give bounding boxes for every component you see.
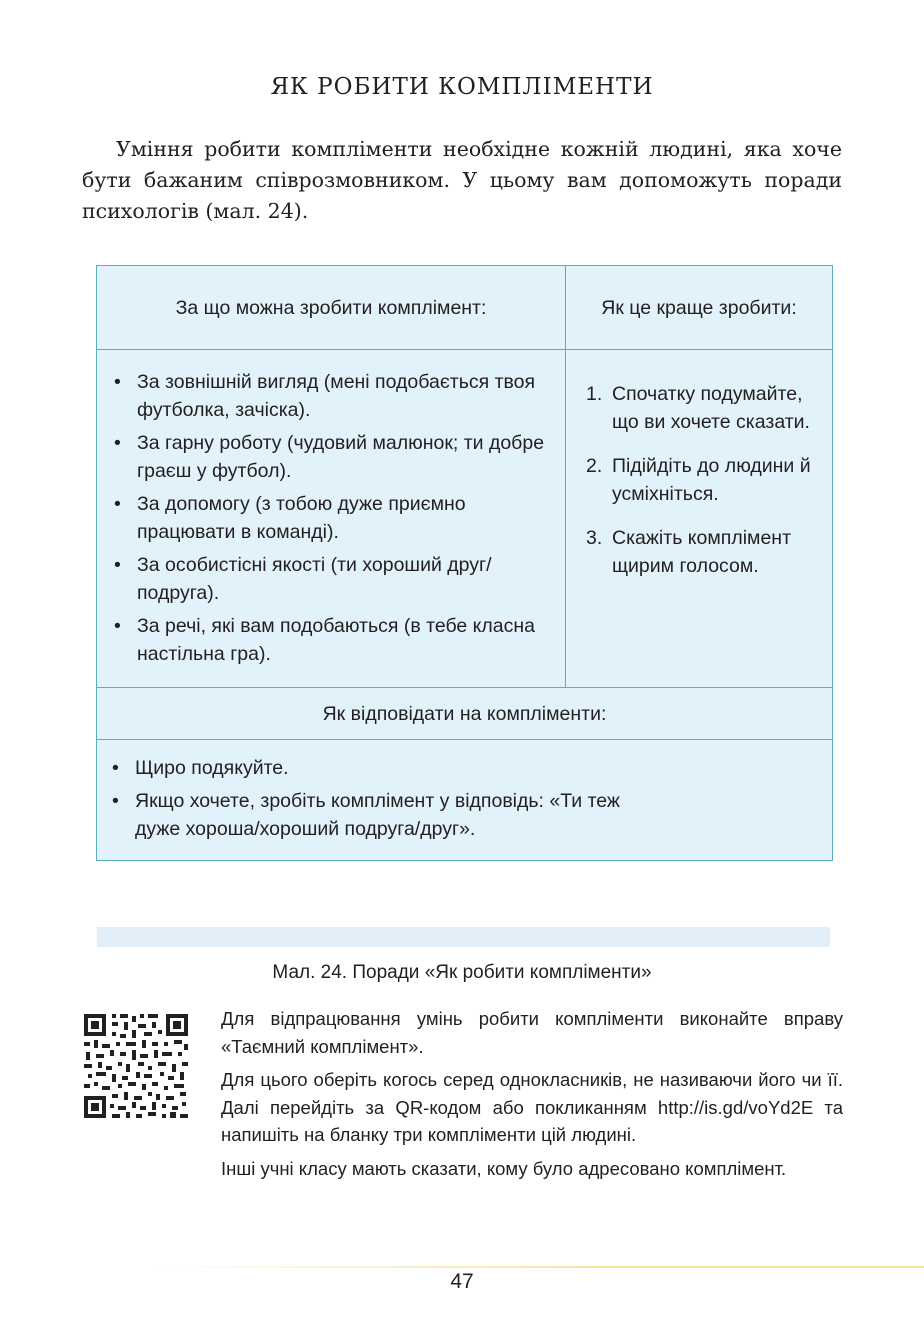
reply-list (109, 754, 820, 843)
steps-list (586, 380, 822, 580)
list-item: • За гарну роботу (чудовий малюнок; ти добре граєш у футбол). (111, 429, 551, 485)
step-number: 1. (586, 383, 603, 405)
figure-caption: Мал. 24. Поради «Як робити компліменти» (272, 962, 652, 983)
list-item: • Якщо хочете, зробіть комплімент у відповідь: «Ти теж дуже хороша/хороший подруга/друг». (109, 787, 820, 843)
list-item: • За допомогу (з тобою дуже приємно працювати в команді). (111, 490, 551, 546)
col1-header: За що можна зробити комплімент: (97, 266, 566, 350)
task-paragraph: Інші учні класу мають сказати, кому було адресовано комплімент. (221, 1157, 787, 1179)
page-title: ЯК РОБИТИ КОМПЛІМЕНТИ (270, 74, 654, 100)
reply-header: Як відповідати на компліменти: (97, 688, 833, 740)
col2-header: Як це краще зробити: (566, 266, 833, 350)
list-item (586, 524, 822, 580)
qr-code-icon[interactable] (82, 1012, 190, 1120)
intro-paragraph: Уміння робити компліменти необхідне кожній людині, яка хоче бути бажаним співрозмовником. У цьому вам допоможуть поради психологів (мал. 24). (82, 137, 842, 223)
compliment-tips-table (96, 265, 833, 861)
step-text: Підійдіть до людини й усміхніться. (612, 455, 811, 505)
list-item (586, 452, 822, 508)
list-item (586, 380, 822, 436)
footer-divider (150, 1266, 924, 1268)
steps-cell (566, 350, 833, 688)
list-item: • Щиро подякуйте. (109, 754, 820, 782)
list-item: • За речі, які вам подобаються (в тебе класна настільна гра). (111, 612, 551, 668)
step-number: 3. (586, 527, 603, 549)
exercise-text (221, 1005, 843, 1188)
reasons-list (111, 368, 551, 668)
list-item: • За зовнішній вигляд (мені подобається твоя футболка, зачіска). (111, 368, 551, 424)
reasons-cell (97, 350, 566, 688)
page-number: 47 (450, 1270, 474, 1293)
task-paragraph: Для цього оберіть когось серед однокласників, не називаючи його чи її. Далі перейдіть за QR-кодом або покликанням http://is.gd/voYd2E та напишіть на бланку три компліменти цій людині. (221, 1069, 843, 1145)
table-shadow (97, 927, 830, 947)
step-text: Скажіть комплімент щирим голосом. (612, 527, 791, 577)
list-item: • За особистісні якості (ти хороший друг/подруга). (111, 551, 551, 607)
step-number: 2. (586, 455, 603, 477)
reply-cell (97, 740, 833, 861)
task-paragraph: Для відпрацювання умінь робити компліменти виконайте вправу «Таємний комплімент». (221, 1008, 843, 1057)
step-text: Спочатку подумайте, що ви хочете сказати. (612, 383, 810, 433)
